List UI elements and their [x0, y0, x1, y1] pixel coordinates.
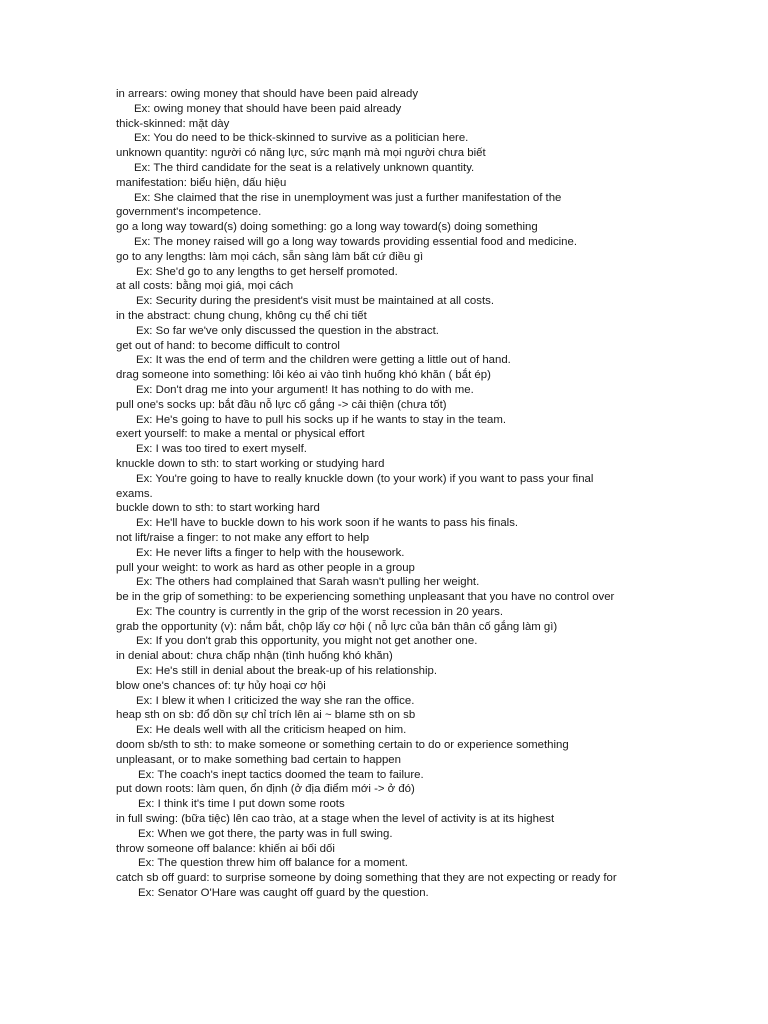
- example-line: Ex: He deals well with all the criticism heaped on him.: [136, 724, 407, 737]
- example-line: Ex: owing money that should have been paid already: [134, 102, 402, 115]
- vocab-line: government's incompetence.: [116, 206, 262, 219]
- vocab-line: manifestation: biểu hiện, dấu hiệu: [116, 176, 287, 189]
- vocab-line: thick-skinned: mặt dày: [116, 117, 230, 130]
- example-line: Ex: He never lifts a finger to help with the housework.: [136, 546, 405, 559]
- example-line: Ex: The third candidate for the seat is a relatively unknown quantity.: [134, 161, 475, 174]
- example-line: Ex: The question threw him off balance for a moment.: [138, 857, 408, 870]
- vocab-line: blow one's chances of: tự hủy hoại cơ hội: [116, 679, 326, 692]
- vocab-line: throw someone off balance: khiến ai bối dối: [116, 842, 335, 855]
- vocab-line: pull one's socks up: bắt đầu nỗ lực cố gắng -> cải thiện (chưa tốt): [116, 398, 447, 411]
- vocab-line: in arrears: owing money that should have been paid already: [116, 88, 419, 100]
- vocab-line: at all costs: bằng mọi giá, mọi cách: [116, 280, 294, 293]
- vocab-line: put down roots: làm quen, ổn định (ở địa điểm mới -> ở đó): [116, 783, 415, 796]
- example-line: Ex: If you don't grab this opportunity, you might not get another one.: [136, 635, 478, 648]
- example-line: Ex: The money raised will go a long way towards providing essential food and medicine.: [134, 235, 577, 248]
- vocab-line: pull your weight: to work as hard as other people in a group: [116, 561, 415, 574]
- example-line: Ex: Don't drag me into your argument! It has nothing to do with me.: [136, 383, 474, 396]
- example-line: Ex: Security during the president's visit must be maintained at all costs.: [136, 295, 494, 308]
- vocab-line: unknown quantity: người có năng lực, sức mạnh mà mọi người chưa biết: [116, 147, 486, 160]
- vocab-line: knuckle down to sth: to start working or studying hard: [116, 457, 385, 470]
- vocab-line: go to any lengths: làm mọi cách, sẵn sàng làm bất cứ điều gì: [116, 250, 424, 263]
- example-line: Ex: You do need to be thick-skinned to survive as a politician here.: [134, 132, 469, 145]
- example-line: Ex: The others had complained that Sarah wasn't pulling her weight.: [136, 576, 480, 589]
- document-page: [116, 87, 746, 901]
- vocab-line: exams.: [116, 487, 153, 500]
- example-line: Ex: When we got there, the party was in full swing.: [138, 827, 393, 840]
- example-line: Ex: Senator O'Hare was caught off guard by the question.: [138, 887, 429, 900]
- example-line: Ex: He's still in denial about the break-up of his relationship.: [136, 665, 438, 678]
- example-line: Ex: The country is currently in the grip of the worst recession in 20 years.: [136, 605, 503, 618]
- vocab-line: be in the grip of something: to be experiencing something unpleasant that you have no control over: [116, 591, 615, 604]
- vocab-line: exert yourself: to make a mental or physical effort: [116, 428, 365, 441]
- example-line: Ex: I think it's time I put down some roots: [138, 798, 345, 811]
- vocab-line: buckle down to sth: to start working hard: [116, 502, 320, 515]
- vocab-line: in denial about: chưa chấp nhận (tình huống khó khăn): [116, 650, 393, 663]
- example-line: Ex: So far we've only discussed the question in the abstract.: [136, 324, 439, 337]
- example-line: Ex: She claimed that the rise in unemployment was just a further manifestation of the: [134, 191, 562, 204]
- vocab-line: grab the opportunity (v): nắm bắt, chộp lấy cơ hội ( nỗ lực của bản thân cố gắng làm gì): [116, 620, 558, 633]
- vocab-line: not lift/raise a finger: to not make any effort to help: [116, 531, 370, 544]
- vocab-line: unpleasant, or to make something bad certain to happen: [116, 753, 401, 766]
- example-line: Ex: It was the end of term and the children were getting a little out of hand.: [136, 354, 511, 367]
- example-line: Ex: The coach's inept tactics doomed the team to failure.: [138, 768, 424, 781]
- vocab-line: catch sb off guard: to surprise someone by doing something that they are not expecting or ready for: [116, 872, 617, 885]
- example-line: Ex: She'd go to any lengths to get herself promoted.: [136, 265, 398, 278]
- vocab-line: go a long way toward(s) doing something: go a long way toward(s) doing something: [116, 221, 538, 234]
- example-line: Ex: He'll have to buckle down to his work soon if he wants to pass his finals.: [136, 517, 519, 530]
- vocab-line: in the abstract: chung chung, không cụ thể chi tiết: [116, 309, 367, 322]
- vocab-line: get out of hand: to become difficult to control: [116, 339, 340, 352]
- example-line: Ex: I blew it when I criticized the way she ran the office.: [136, 694, 415, 707]
- example-line: Ex: He's going to have to pull his socks up if he wants to stay in the team.: [136, 413, 507, 426]
- vocab-line: heap sth on sb: đổ dồn sự chỉ trích lên ai ~ blame sth on sb: [116, 709, 416, 722]
- vocab-line: doom sb/sth to sth: to make someone or something certain to do or experience something: [116, 739, 569, 752]
- vocab-line: in full swing: (bữa tiệc) lên cao trào, at a stage when the level of activity is at its highest: [116, 813, 555, 826]
- vocab-line: drag someone into something: lôi kéo ai vào tình huống khó khăn ( bắt ép): [116, 369, 491, 382]
- example-line: Ex: I was too tired to exert myself.: [136, 443, 307, 456]
- example-line: Ex: You're going to have to really knuckle down (to your work) if you want to pass your final: [136, 472, 594, 485]
